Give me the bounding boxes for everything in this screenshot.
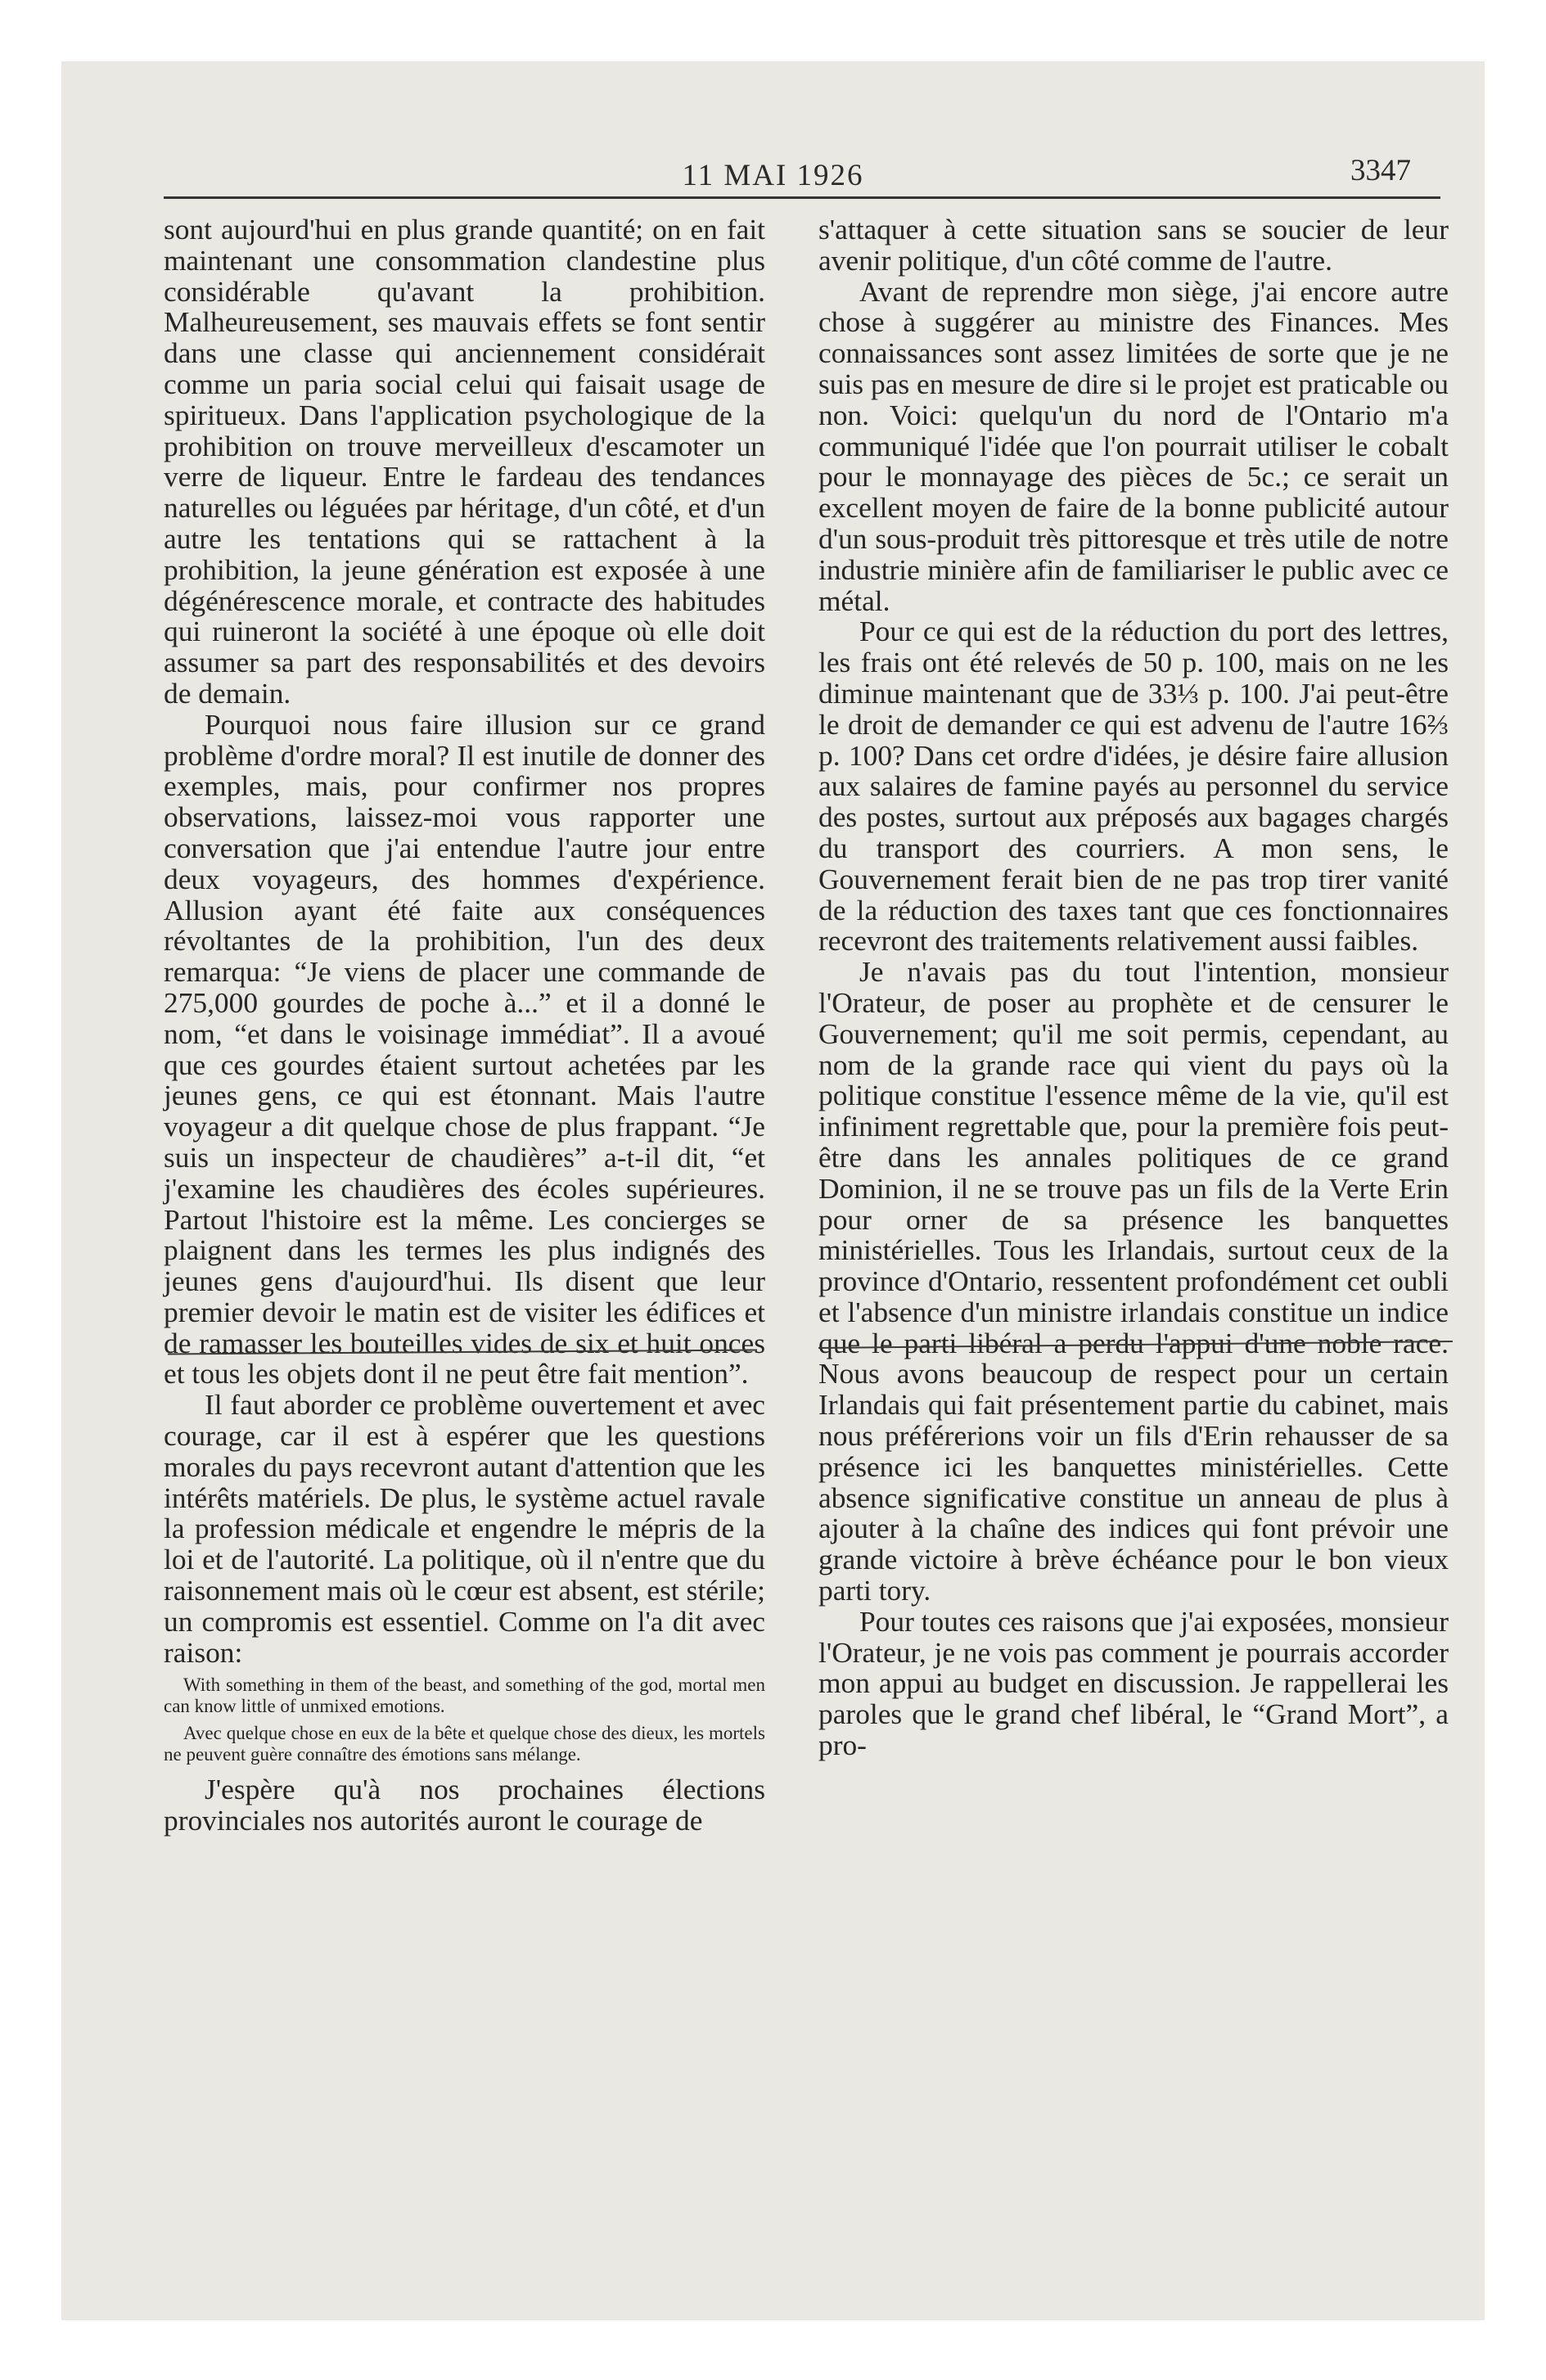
left-paragraph-4: J'espère qu'à nos prochaines élections provinciales nos autorités auront le courage de bbox=[164, 1773, 765, 1837]
quotation-block bbox=[164, 1675, 765, 1765]
left-paragraph-2: Pourquoi nous faire illusion sur ce grand problème d'ordre moral? Il est inutile de donner des exemples, mais, pour confirmer nos propres observations, laissez-moi vous rapporter une conversation que j'ai entendue l'autre jour entre deux voyageurs, des hommes d'expérience. Allusion ayant été faite aux conséquences révoltantes de la prohibition, l'un des deux remarqua: “Je viens de placer une commande de 275,000 gourdes de poche à...” et il a donné le nom, “et dans le voisinage immédiat”. Il a avoué que ces gourdes étaient surtout achetées par les jeunes gens, ce qui est étonnant. Mais l'autre voyageur a dit quelque chose de plus frappant. “Je suis un inspecteur de chaudières” a-t-il dit, “et j'examine les chaudières des écoles supérieures. Partout l'histoire est la même. Les concierges se plaignent dans les termes les plus indignés des jeunes gens d'aujourd'hui. Ils disent que leur premier devoir le matin est de visiter les édifices et de ramasser les bouteilles vides de six et huit onces et tous les objets dont il ne peut être fait mention”. bbox=[164, 707, 765, 1391]
left-paragraph-1: sont aujourd'hui en plus grande quantité; on en fait maintenant une consommation clandestine plus considérable qu'avant la prohibition. Malheureusement, ses mauvais effets se font sentir dans une classe qui anciennement considérait comme un paria social celui qui faisait usage de spiritueux. Dans l'application psychologique de la prohibition on trouve merveilleux d'escamoter un verre de liqueur. Entre le fardeau des tendances naturelles ou léguées par héritage, d'un côté, et d'un autre les tentations qui se rattachent à la prohibition, la jeune génération est exposée à une dégénérescence morale, et contracte des habitudes qui ruineront la société à une époque où elle doit assumer sa part des responsabilités et des devoirs de demain. bbox=[164, 213, 765, 710]
quotation-french: Avec quelque chose en eux de la bête et quelque chose des dieux, les mortels ne peuvent guère connaître des émotions sans mélange. bbox=[164, 1723, 765, 1765]
right-column bbox=[818, 214, 1449, 1761]
quotation-english: With something in them of the beast, and something of the god, mortal men can know little of unmixed emotions. bbox=[164, 1675, 765, 1716]
right-paragraph-5: Pour toutes ces raisons que j'ai exposées, monsieur l'Orateur, je ne vois pas comment je pourrais accorder mon appui au budget en discussion. Je rappellerai les paroles que le grand chef libéral, le “Grand Mort”, a pro- bbox=[818, 1604, 1449, 1762]
right-paragraph-1: s'attaquer à cette situation sans se soucier de leur avenir politique, d'un côté comme de l'autre. bbox=[818, 213, 1449, 277]
header-rule bbox=[164, 196, 1440, 199]
page-number: 3347 bbox=[1350, 154, 1411, 187]
left-paragraph-3: Il faut aborder ce problème ouvertement et avec courage, car il est à espérer que les questions morales du pays recevront autant d'attention que les intérêts matériels. De plus, le système actuel ravale la profession médicale et engendre le mépris de la loi et de l'autorité. La politique, où il n'entre que du raisonnement mais où le cœur est absent, est stérile; un compromis est essentiel. Comme on l'a dit avec raison: bbox=[164, 1388, 765, 1669]
right-paragraph-4: Je n'avais pas du tout l'intention, monsieur l'Orateur, de poser au prophète et de censurer le Gouvernement; qu'il me soit permis, cependant, au nom de la grande race qui vient du pays où la politique constitue l'essence même de la vie, qu'il est infiniment regrettable que, pour la première fois peut-être dans les annales politiques de ce grand Dominion, il ne se trouve pas un fils de la Verte Erin pour orner de sa présence les banquettes ministérielles. Tous les Irlandais, surtout ceux de la province d'Ontario, ressentent profondément cet oubli et l'absence d'un ministre irlandais constitue un indice que le parti libéral a perdu l'appui d'une noble race. Nous avons beaucoup de respect pour un certain Irlandais qui fait présentement partie du cabinet, mais nous préférerions voir un fils d'Erin rehausser de sa présence ici les banquettes ministérielles. Cette absence significative constitue un anneau de plus à ajouter à la chaîne des indices qui font prévoir une grande victoire à brève échéance pour le bon vieux parti tory. bbox=[818, 955, 1449, 1607]
right-paragraph-3: Pour ce qui est de la réduction du port des lettres, les frais ont été relevés de 50 p. 100, mais on ne les diminue maintenant que de 33⅓ p. 100. J'ai peut-être le droit de demander ce qui est advenu de l'autre 16⅔ p. 100? Dans cet ordre d'idées, je désire faire allusion aux salaires de famine payés au personnel du service des postes, surtout aux préposés aux bagages chargés du transport des courriers. A mon sens, le Gouvernement ferait bien de ne pas trop tirer vanité de la réduction des taxes tant que ces fonctionnaires recevront des traitements relativement aussi faibles. bbox=[818, 615, 1449, 958]
left-column bbox=[164, 214, 765, 1837]
right-paragraph-2: Avant de reprendre mon siège, j'ai encore autre chose à suggérer au ministre des Finances. Mes connaissances sont assez limitées de sorte que je ne suis pas en mesure de dire si le projet est praticable ou non. Voici: quelqu'un du nord de l'Ontario m'a communiqué l'idée que l'on pourrait utiliser le cobalt pour le monnayage des pièces de 5c.; ce serait un excellent moyen de faire de la bonne publicité autour d'un sous-produit très pittoresque et très utile de notre industrie minière afin de familiariser le public avec ce métal. bbox=[818, 274, 1449, 617]
page-date: 11 MAI 1926 bbox=[682, 159, 864, 192]
page-header bbox=[61, 94, 1485, 192]
